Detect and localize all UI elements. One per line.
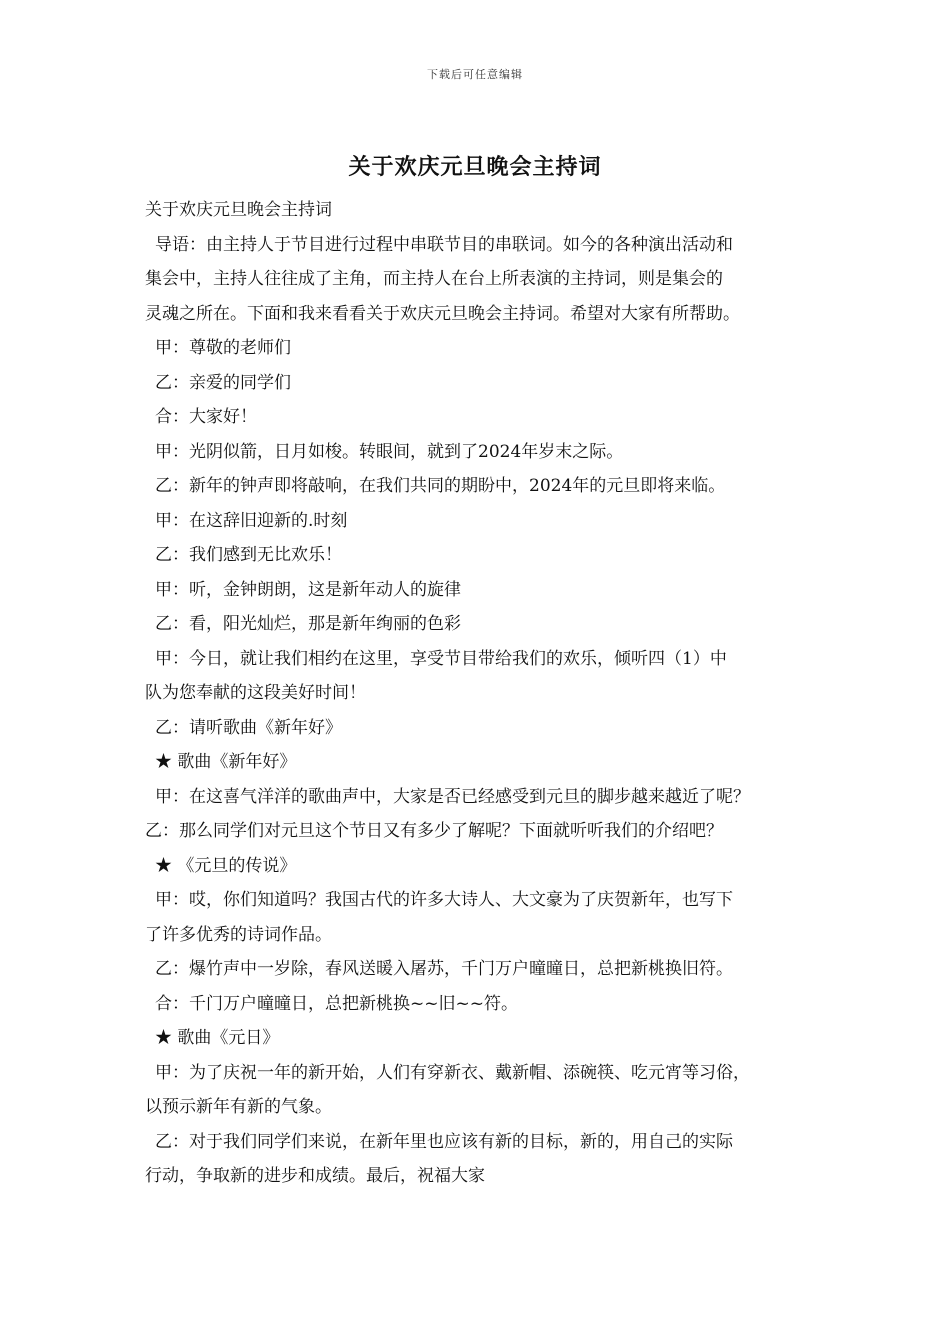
paragraph-line: 乙：对于我们同学们来说，在新年里也应该有新的目标，新的，用自己的实际 xyxy=(155,1131,733,1152)
document-title: 关于欢庆元旦晚会主持词 xyxy=(348,154,602,180)
paragraph-line: 了许多优秀的诗词作品。 xyxy=(145,924,332,945)
paragraph-line: 以预示新年有新的气象。 xyxy=(145,1097,332,1117)
paragraph-line: 甲：听，金钟朗朗，这是新年动人的旋律 xyxy=(155,579,461,600)
page-header-note: 下载后可任意编辑 xyxy=(427,68,523,81)
paragraph-line: 队为您奉献的这段美好时间！ xyxy=(145,683,366,703)
paragraph-line: ★ 歌曲《新年好》 xyxy=(155,752,297,772)
paragraph-line: 乙：我们感到无比欢乐！ xyxy=(155,545,342,565)
paragraph-line: 乙：亲爱的同学们 xyxy=(155,372,291,393)
paragraph-line: 乙：看，阳光灿烂，那是新年绚丽的色彩 xyxy=(155,614,461,634)
paragraph-line: 合：大家好！ xyxy=(155,407,257,427)
paragraph-line: 乙：爆竹声中一岁除，春风送暖入屠苏，千门万户曈曈日，总把新桃换旧符。 xyxy=(155,959,733,979)
paragraph-line: 甲：哎，你们知道吗？我国古代的许多大诗人、大文豪为了庆贺新年，也写下 xyxy=(155,890,733,910)
paragraph-line: 关于欢庆元旦晚会主持词 xyxy=(145,200,332,220)
paragraph-line: 甲：尊敬的老师们 xyxy=(155,338,291,358)
paragraph-line: 导语：由主持人于节目进行过程中串联节目的串联词。如今的各种演出活动和 xyxy=(155,234,733,255)
paragraph-line: 行动，争取新的进步和成绩。最后，祝福大家 xyxy=(145,1166,485,1186)
paragraph-line: 乙：请听歌曲《新年好》 xyxy=(155,717,342,738)
paragraph-line: ★ 歌曲《元日》 xyxy=(155,1028,280,1048)
paragraph-line: 乙：那么同学们对元旦这个节日又有多少了解呢？下面就听听我们的介绍吧？ xyxy=(145,821,723,841)
paragraph-line: 合：千门万户曈曈日，总把新桃换~~旧~~符。 xyxy=(155,993,518,1014)
paragraph-line: ★ 《元旦的传说》 xyxy=(155,855,297,876)
paragraph-line: 甲：今日，就让我们相约在这里，享受节目带给我们的欢乐，倾听四（1）中 xyxy=(155,648,727,669)
paragraph-line: 乙：新年的钟声即将敲响，在我们共同的期盼中，2024年的元旦即将来临。 xyxy=(155,476,726,496)
document-body xyxy=(145,193,835,1194)
paragraph-line: 甲：为了庆祝一年的新开始，人们有穿新衣、戴新帽、添碗筷、吃元宵等习俗， xyxy=(155,1062,750,1083)
paragraph-line: 集会中，主持人往往成了主角，而主持人在台上所表演的主持词，则是集会的 xyxy=(145,269,723,289)
paragraph-line: 甲：在这喜气洋洋的歌曲声中，大家是否已经感受到元旦的脚步越来越近了呢？ xyxy=(155,786,750,807)
paragraph-line: 甲：光阴似箭，日月如梭。转眼间，就到了2024年岁末之际。 xyxy=(155,441,624,462)
paragraph-line: 甲：在这辞旧迎新的.时刻 xyxy=(155,510,348,531)
paragraph-line: 灵魂之所在。下面和我来看看关于欢庆元旦晚会主持词。希望对大家有所帮助。 xyxy=(145,303,740,324)
